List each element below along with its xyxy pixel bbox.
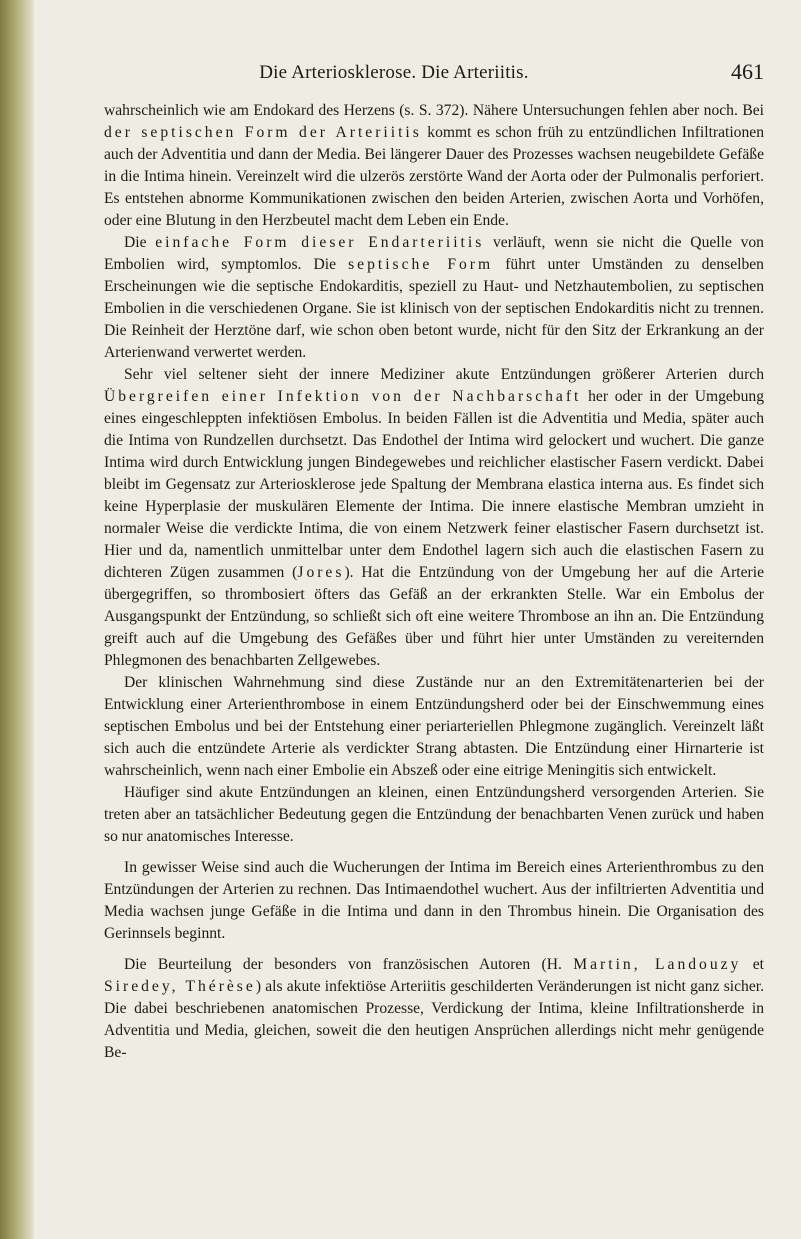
page-binding-edge — [0, 0, 34, 1239]
paragraph-clinical-perception — [104, 672, 764, 782]
text-run: Der klinischen Wahrnehmung sind diese Zustände nur an den Extremitätenarterien bei der Entwicklung einer Arterienthrombose in einem Entzündungsherd oder bei der Einschwemmung eines septischen Embolus und bei der Entstehung einer periarteriellen Phlegmone zugänglich. Vereinzelt läßt sich auch die entzündete Arterie als verdickter Strang abtasten. Die Entzündung einer Hirnarterie ist wahrscheinlich, wenn nach einer Embolie ein Abszeß oder eine eitrige Meningitis sich entwickelt. — [104, 674, 764, 779]
paragraph-simple-form — [104, 232, 764, 364]
paragraph-thrombus-intima — [104, 857, 764, 945]
page-header — [104, 59, 764, 94]
paragraph-french-authors — [104, 954, 764, 1064]
spaced-emphasis: Übergreifen einer Infektion von der Nachbarschaft — [104, 388, 582, 405]
author-name: Martin, Landouzy — [573, 956, 742, 973]
paragraph-septic-form — [104, 100, 764, 232]
spaced-emphasis: einfache Form dieser Endarteriitis — [155, 234, 485, 251]
text-run: In gewisser Weise sind auch die Wucherungen der Intima im Bereich eines Arterienthrombus zu den Entzündungen der Arterien zu rechnen. Das Intimaendothel wuchert. Aus der infiltrierten Adventitia und Media wachsen junge Gefäße in die Intima und dann in den Thrombus hinein. Die Organisation des Gerinnsels beginnt. — [104, 859, 764, 942]
text-run: et — [741, 956, 765, 973]
page-text — [104, 100, 764, 1064]
paragraph-neighbourhood-infection — [104, 364, 764, 672]
text-run: her oder in der Umgebung eines eingeschleppten infektiösen Embolus. In beiden Fällen ist die Adventitia und Media, später auch die Intima von Rundzellen durchsetzt. Das Endothel der Intima wird gelockert und wuchert. Die ganze Intima wird durch Entwicklung jungen Bindegewebes und reichlicher elastischer Fasern verdickt. Dabei bleibt im Gegensatz zur Arteriosklerose jede Spaltung der Membrana elastica interna aus. Es findet sich keine Hyperplasie der muskulären Elemente der Intima. Die innere elastische Membran umzieht in normaler Weise die verdickte Intima, die von einem Netzwerk feiner elastischer Fasern durchsetzt ist. Hier und da, namentlich unmittelbar unter dem Endothel lagern sich auch die elastischen Fasern zu dichteren Zügen zusammen ( — [104, 388, 764, 581]
text-run: verläuft, wenn sie nicht die Quelle von Embolien wird, symptomlos. Die — [104, 234, 764, 273]
text-run: wahrscheinlich wie am Endokard des Herzens (s. S. 372). Nähere Untersuchungen fehlen aber noch. Bei — [104, 102, 764, 119]
author-name: Siredey, Thérèse — [104, 978, 256, 995]
text-run: ) als akute infektiöse Arteriitis geschilderten Veränderungen ist nicht ganz sicher. Die dabei beschriebenen anatomischen Prozesse, Verdickung der Intima, kleine Infiltrationsherde in Adventitia und Media, gleichen, soweit die den heutigen Ansprüchen allerdings nicht mehr genügende Be- — [104, 978, 765, 1061]
spaced-emphasis: septische Form — [348, 256, 494, 273]
text-run: Die — [124, 234, 156, 251]
text-run: kommt es schon früh zu entzündlichen Infiltrationen auch der Adventitia und dann der Media. Bei längerer Dauer des Prozesses wachsen neugebildete Gefäße in die Intima hinein. Vereinzelt wird die ulzerös zerstörte Wand der Aorta oder der Pulmonalis perforiert. Es entstehen abnorme Kommunikationen zwischen den beiden Arterien, zwischen Aorta und Vorhöfen, oder eine Blutung in den Herzbeutel macht dem Leben ein Ende. — [104, 124, 764, 229]
text-run: führt unter Umständen zu denselben Erscheinungen wie die septische Endokarditis, speziell zu Haut- und Netzhautembolien, zu septischen Embolien in die verschiedenen Organe. Sie ist klinisch von der septischen Endokarditis nicht zu trennen. Die Reinheit der Herztöne darf, wie schon oben betont wurde, nicht für den Sitz der Erkrankung an der Arterienwand verwertet werden. — [104, 256, 764, 361]
spaced-emphasis: der septischen Form der Arteriitis — [104, 124, 422, 141]
running-title: Die Arteriosklerose. Die Arteriitis. — [259, 62, 529, 83]
text-run: Häufiger sind akute Entzündungen an kleinen, einen Entzündungsherd versorgenden Arterien. Sie treten aber an tatsächlicher Bedeutung gegen die Entzündung der benachbarten Venen zurück und haben so nur anatomisches Interesse. — [104, 784, 764, 845]
text-run: Die Beurteilung der besonders von französischen Autoren (H. — [124, 956, 574, 973]
author-name: Jores — [297, 564, 345, 581]
paragraph-small-arteries — [104, 782, 764, 848]
text-run: ). Hat die Entzündung von der Umgebung her auf die Arterie übergegriffen, so thrombosiert öfters das Gefäß an der erkrankten Stelle. War ein Embolus der Ausgangspunkt der Entzündung, so schließt sich oft eine weitere Thrombose an ihn an. Die Entzündung greift auch auf die Umgebung des Gefäßes über und führt hier unter Umständen zu vereiternden Phlegmonen des benachbarten Zellgewebes. — [104, 564, 764, 669]
page-number: 461 — [731, 59, 764, 84]
text-run: Sehr viel seltener sieht der innere Mediziner akute Entzündungen größerer Arterien durch — [124, 366, 764, 383]
